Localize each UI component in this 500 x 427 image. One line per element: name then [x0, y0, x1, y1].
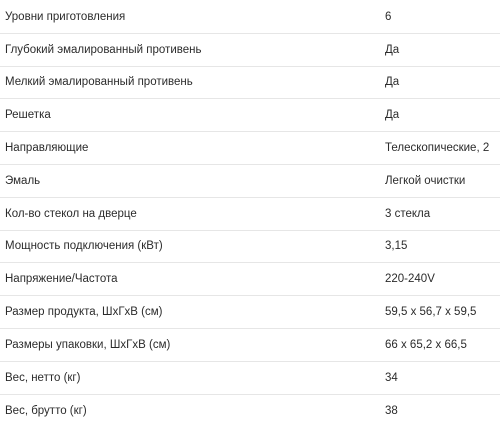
spec-label: Мощность подключения (кВт): [5, 240, 163, 253]
spec-label: Мелкий эмалированный противень: [5, 76, 193, 89]
spec-label: Вес, нетто (кг): [5, 371, 81, 384]
spec-row-grill-rack: [0, 99, 500, 132]
spec-value: 34: [385, 371, 398, 384]
spec-row-net-weight: [0, 362, 500, 395]
spec-label: Размеры упаковки, ШxГxВ (см): [5, 338, 171, 351]
spec-value: 3,15: [385, 240, 408, 253]
spec-row-voltage: [0, 263, 500, 296]
spec-row-package-size: [0, 329, 500, 362]
spec-value: 38: [385, 404, 398, 417]
spec-label: Решетка: [5, 109, 51, 122]
spec-label: Напряжение/Частота: [5, 273, 118, 286]
spec-label: Направляющие: [5, 142, 89, 155]
spec-value: Легкой очистки: [385, 174, 466, 187]
spec-label: Глубокий эмалированный противень: [5, 43, 202, 56]
spec-row-cooking-levels: [0, 1, 500, 34]
spec-label: Уровни приготовления: [5, 10, 126, 23]
spec-row-runners: [0, 132, 500, 165]
spec-row-deep-tray: [0, 34, 500, 67]
spec-row-door-glasses: [0, 198, 500, 231]
spec-row-shallow-tray: [0, 67, 500, 100]
spec-value: 59,5 x 56,7 x 59,5: [385, 306, 477, 319]
spec-value: Да: [385, 43, 400, 56]
spec-row-product-size: [0, 296, 500, 329]
spec-value: Да: [385, 109, 400, 122]
spec-value: Телескопические, 2: [385, 142, 490, 155]
spec-value: 3 стекла: [385, 207, 431, 220]
spec-row-power: [0, 231, 500, 264]
spec-label: Кол-во стекол на дверце: [5, 207, 137, 220]
spec-value: 6: [385, 10, 392, 23]
spec-value: 220-240V: [385, 273, 435, 286]
spec-row-gross-weight: [0, 395, 500, 427]
spec-value: Да: [385, 76, 400, 89]
spec-label: Размер продукта, ШxГxВ (см): [5, 306, 163, 319]
spec-label: Вес, брутто (кг): [5, 404, 87, 417]
spec-value: 66 x 65,2 x 66,5: [385, 338, 467, 351]
spec-label: Эмаль: [5, 174, 41, 187]
spec-row-enamel: [0, 165, 500, 198]
